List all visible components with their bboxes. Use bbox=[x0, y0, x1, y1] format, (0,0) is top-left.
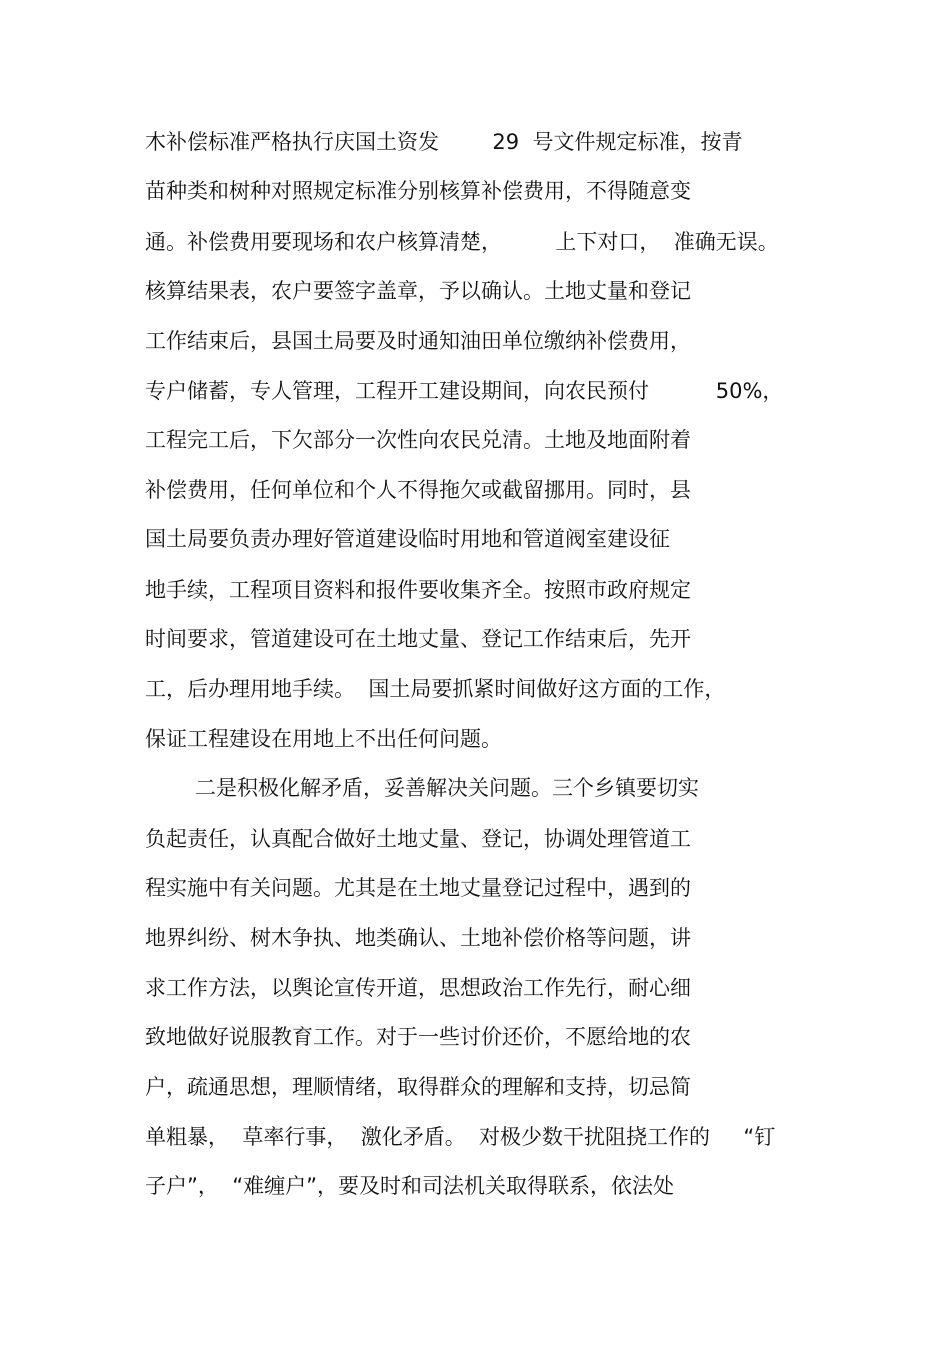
text-line: 致地做好说服教育工作。对于一些讨价还价，不愿给地的农 bbox=[145, 1025, 691, 1049]
text-line: 单粗暴， 草率行事， 激化矛盾。 对极少数干扰阻挠工作的 “钉 bbox=[145, 1125, 776, 1149]
text-line: 苗种类和树种对照规定标准分别核算补偿费用，不得随意变 bbox=[145, 179, 691, 203]
text-line: 户，疏通思想，理顺情绪，取得群众的理解和支持，切忌简 bbox=[145, 1075, 691, 1099]
text-line: 专户储蓄，专人管理，工程开工建设期间，向农民预付 50%， bbox=[145, 379, 784, 403]
text-line: 时间要求，管道建设可在土地丈量、登记工作结束后，先开 bbox=[145, 627, 691, 651]
text-line: 地界纠纷、树木争执、地类确认、土地补偿价格等问题，讲 bbox=[145, 926, 691, 950]
text-line: 工程完工后，下欠部分一次性向农民兑清。土地及地面附着 bbox=[145, 428, 691, 452]
text-line: 保证工程建设在用地上不出任何问题。 bbox=[145, 727, 502, 751]
text-line: 程实施中有关问题。尤其是在土地丈量登记过程中，遇到的 bbox=[145, 876, 691, 900]
text-line: 补偿费用，任何单位和个人不得拖欠或截留挪用。同时，县 bbox=[145, 478, 691, 502]
text-line: 求工作方法，以舆论宣传开道，思想政治工作先行，耐心细 bbox=[145, 976, 691, 1000]
text-line: 核算结果表，农户要签字盖章，予以确认。土地丈量和登记 bbox=[145, 279, 691, 303]
text-line: 通。补偿费用要现场和农户核算清楚， 上下对口， 准确无误。 bbox=[145, 230, 779, 254]
text-line: 木补偿标准严格执行庆国土资发 29 号文件规定标准，按青 bbox=[145, 130, 743, 154]
text-line: 地手续，工程项目资料和报件要收集齐全。按照市政府规定 bbox=[145, 578, 691, 602]
paragraph-first-line: 二是积极化解矛盾，妥善解决关问题。三个乡镇要切实 bbox=[195, 776, 699, 800]
text-line: 工，后办理用地手续。 国土局要抓紧时间做好这方面的工作， bbox=[145, 677, 726, 701]
text-line: 负起责任，认真配合做好土地丈量、登记，协调处理管道工 bbox=[145, 827, 691, 851]
text-line: 国土局要负责办理好管道建设临时用地和管道阀室建设征 bbox=[145, 527, 670, 551]
text-line: 子户”， “难缠户”，要及时和司法机关取得联系，依法处 bbox=[145, 1174, 674, 1198]
text-line: 工作结束后，县国土局要及时通知油田单位缴纳补偿费用， bbox=[145, 329, 691, 353]
